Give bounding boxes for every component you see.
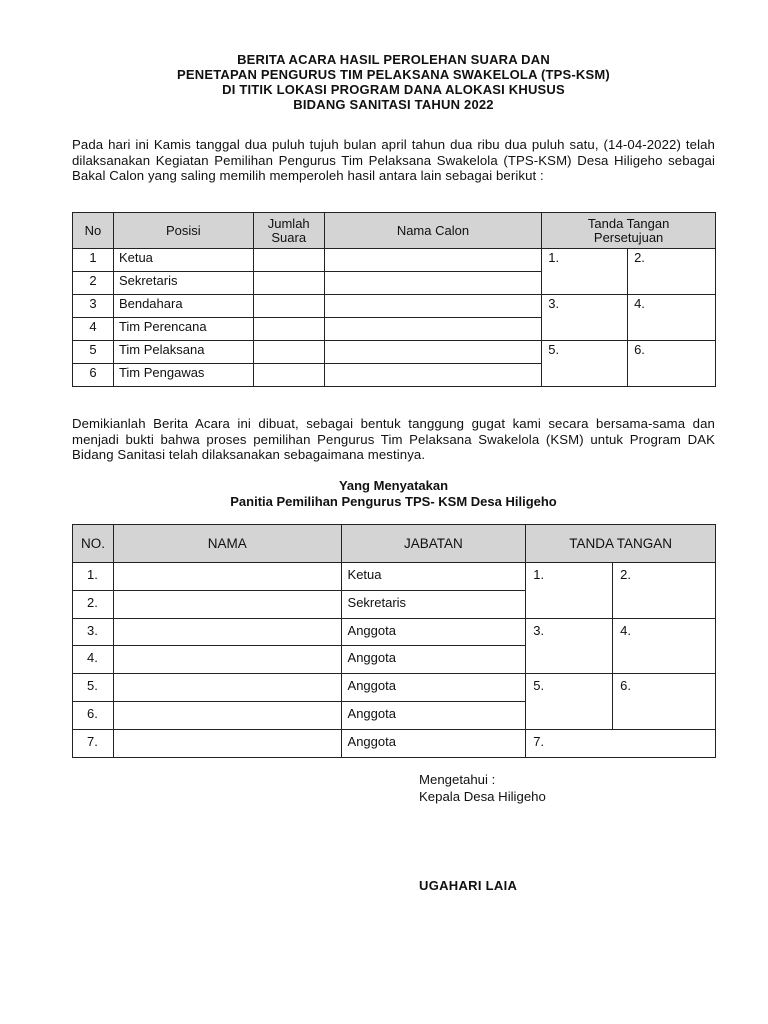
vote-count-cell[interactable] [253,341,324,364]
row-number: 3. [73,618,114,646]
title-line: BERITA ACARA HASIL PEROLEHAN SUARA DAN [237,52,550,67]
title-line: DI TITIK LOKASI PROGRAM DANA ALOKASI KHUSUS [222,82,565,97]
member-name-cell[interactable] [113,729,341,757]
row-number: 5 [73,341,114,364]
committee-line: Panitia Pemilihan Pengurus TPS- KSM Desa Hiligeho [230,494,557,509]
member-name-cell[interactable] [113,618,341,646]
candidate-name-cell[interactable] [324,295,542,318]
vote-result-table [72,212,716,387]
header-no: No [73,213,114,249]
row-jabatan: Anggota [341,618,526,646]
declaration-heading [72,478,715,510]
committee-table [72,524,716,758]
header-nama-calon: Nama Calon [324,213,542,249]
row-position: Tim Perencana [113,318,253,341]
row-number: 5. [73,674,114,702]
row-position: Tim Pelaksana [113,341,253,364]
vote-count-cell[interactable] [253,295,324,318]
table-row [73,295,716,318]
row-position: Sekretaris [113,272,253,295]
header-nama: NAMA [113,525,341,563]
acknowledgement-role: Kepala Desa Hiligeho [419,788,546,804]
row-number: 6. [73,701,114,729]
row-position: Ketua [113,249,253,272]
row-number: 7. [73,729,114,757]
closing-paragraph: Demikianlah Berita Acara ini dibuat, sebagai bentuk tanggung gugat kami secara bersama-sama dan menjadi bukti bahwa proses pemilihan Pengurus Tim Pelaksana Swakelola (KSM) untuk Program DAK Bidang Sanitasi telah dilaksanakan sebagaimana mestinya. [72,416,715,463]
signature-slot[interactable]: 1. [526,563,613,619]
acknowledgement-label: Mengetahui : [419,772,496,787]
row-number: 2. [73,590,114,618]
row-position: Tim Pengawas [113,364,253,387]
signature-slot[interactable]: 7. [526,729,716,757]
row-number: 3 [73,295,114,318]
title-line: BIDANG SANITASI TAHUN 2022 [293,97,494,112]
signer-name: UGAHARI LAIA [419,878,518,893]
signature-slot[interactable]: 4. [613,618,716,674]
signature-slot[interactable]: 2. [613,563,716,619]
declaration-line: Yang Menyatakan [338,478,449,493]
header-suara-line: Suara [271,229,307,245]
header-jumlah-line: Jumlah [267,215,310,231]
signature-slot[interactable]: 4. [628,295,716,341]
row-jabatan: Anggota [341,646,526,674]
member-name-cell[interactable] [113,674,341,702]
row-number: 2 [73,272,114,295]
vote-count-cell[interactable] [253,318,324,341]
vote-count-cell[interactable] [253,249,324,272]
opening-paragraph: Pada hari ini Kamis tanggal dua puluh tujuh bulan april tahun dua ribu dua puluh satu, (14-04-2022) telah dilaksanakan Kegiatan Pemilihan Pengurus Tim Pelaksana Swakelola (TPS-KSM) Desa Hiligeho sebagai Bakal Calon yang saling memilih memperoleh hasil antara lain sebagai berikut : [72,137,715,184]
header-posisi: Posisi [113,213,253,249]
row-number: 1 [73,249,114,272]
candidate-name-cell[interactable] [324,341,542,364]
row-number: 1. [73,563,114,591]
vote-count-cell[interactable] [253,272,324,295]
row-position: Bendahara [113,295,253,318]
signature-slot[interactable]: 1. [542,249,628,295]
header-jabatan: JABATAN [341,525,526,563]
candidate-name-cell[interactable] [324,272,542,295]
table-row [73,341,716,364]
document-title [72,52,715,112]
member-name-cell[interactable] [113,563,341,591]
vote-count-cell[interactable] [253,364,324,387]
header-persetujuan-line: Persetujuan [593,229,664,245]
candidate-name-cell[interactable] [324,249,542,272]
table-row [73,674,716,702]
row-jabatan: Anggota [341,701,526,729]
row-number: 4 [73,318,114,341]
member-name-cell[interactable] [113,646,341,674]
signature-slot[interactable]: 6. [628,341,716,387]
header-jumlah-suara [253,213,324,249]
header-tanda-tangan: TANDA TANGAN [526,525,716,563]
signature-slot[interactable]: 3. [542,295,628,341]
candidate-name-cell[interactable] [324,364,542,387]
candidate-name-cell[interactable] [324,318,542,341]
row-jabatan: Ketua [341,563,526,591]
signature-slot[interactable]: 5. [526,674,613,730]
table-row [73,249,716,272]
table-row [73,618,716,646]
header-no: NO. [73,525,114,563]
row-jabatan: Anggota [341,674,526,702]
acknowledgement-block [419,772,546,805]
member-name-cell[interactable] [113,701,341,729]
signature-slot[interactable]: 3. [526,618,613,674]
signature-slot[interactable]: 2. [628,249,716,295]
table-row [73,563,716,591]
signature-slot[interactable]: 5. [542,341,628,387]
title-line: PENETAPAN PENGURUS TIM PELAKSANA SWAKELOLA (TPS-KSM) [177,67,610,82]
row-jabatan: Anggota [341,729,526,757]
row-number: 4. [73,646,114,674]
row-jabatan: Sekretaris [341,590,526,618]
header-ttd-line: Tanda Tangan [587,215,670,231]
table-row [73,729,716,757]
header-tanda-tangan [542,213,716,249]
signature-slot[interactable]: 6. [613,674,716,730]
member-name-cell[interactable] [113,590,341,618]
row-number: 6 [73,364,114,387]
